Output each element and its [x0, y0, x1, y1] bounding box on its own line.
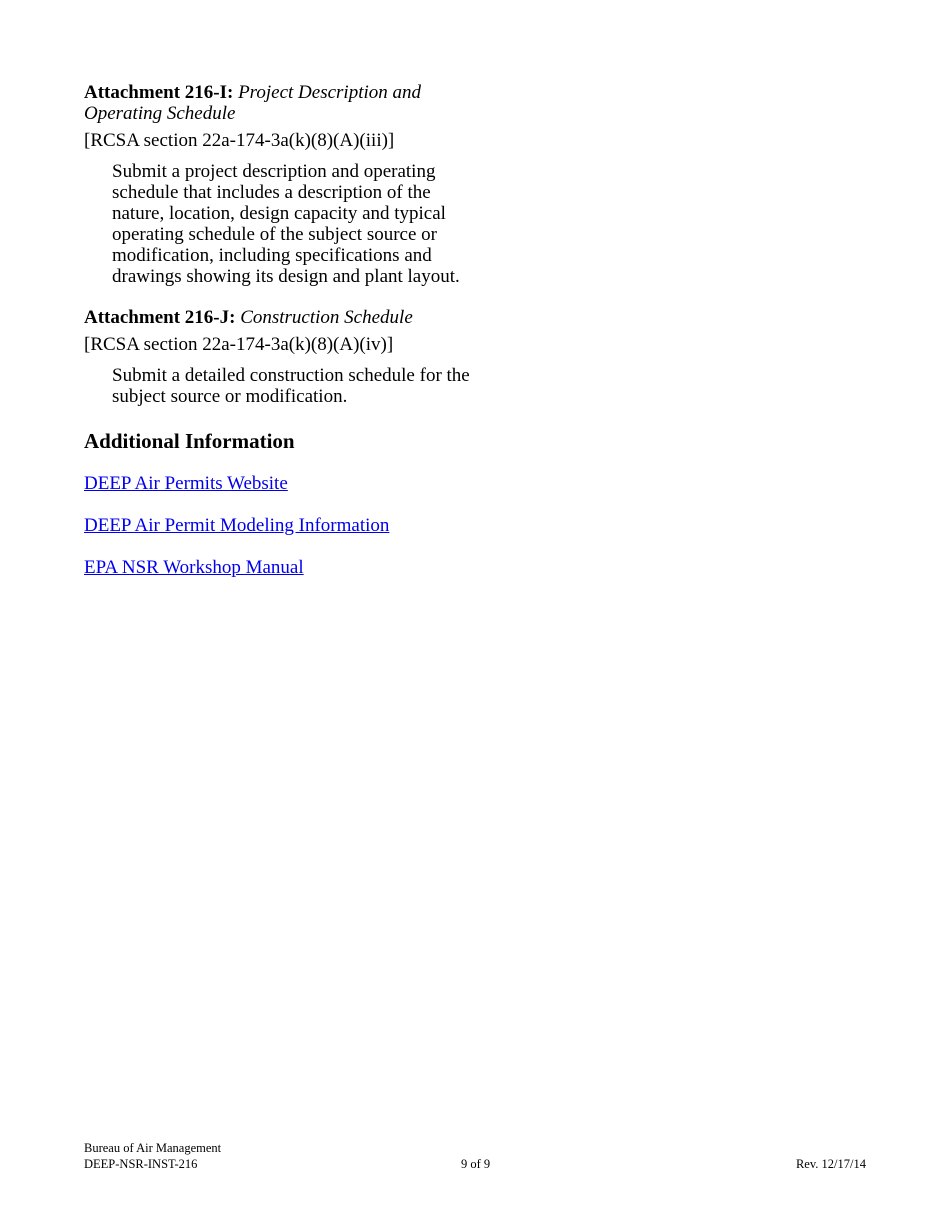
attachment-label: Attachment 216-I: [84, 82, 234, 103]
deep-air-permits-website-link[interactable]: DEEP Air Permits Website [84, 473, 288, 494]
footer-page-number: 9 of 9 [461, 1156, 491, 1171]
attachment-title: Project Description and Operating Schedule [84, 82, 422, 124]
footer-revision: Rev. 12/17/14 [795, 1156, 866, 1171]
attachment-216-i-body: Submit a project description and operating schedule that includes a description of the nature, location, design capacity and typical operating schedule of the subject source or modification, including specifications and drawings showing its design and plant layout. [112, 161, 460, 287]
document-body [84, 82, 484, 579]
additional-information-heading: Additional Information [84, 429, 295, 453]
attachment-216-j-heading [84, 307, 484, 328]
epa-nsr-workshop-manual-link[interactable]: EPA NSR Workshop Manual [84, 557, 304, 578]
attachment-label: Attachment 216-J: [84, 307, 236, 328]
footer-doc-code: DEEP-NSR-INST-216 [84, 1156, 198, 1171]
attachment-216-i-citation: [RCSA section 22a-174-3a(k)(8)(A)(iii)] [84, 130, 395, 151]
footer-bureau: Bureau of Air Management [84, 1141, 222, 1155]
attachment-216-j-citation: [RCSA section 22a-174-3a(k)(8)(A)(iv)] [84, 334, 394, 355]
attachment-216-i-heading [84, 82, 484, 124]
page-footer [84, 1141, 866, 1173]
deep-air-permit-modeling-link[interactable]: DEEP Air Permit Modeling Information [84, 515, 390, 536]
attachment-title: Construction Schedule [240, 307, 413, 328]
attachment-216-j-body: Submit a detailed construction schedule for the subject source or modification. [112, 365, 470, 407]
